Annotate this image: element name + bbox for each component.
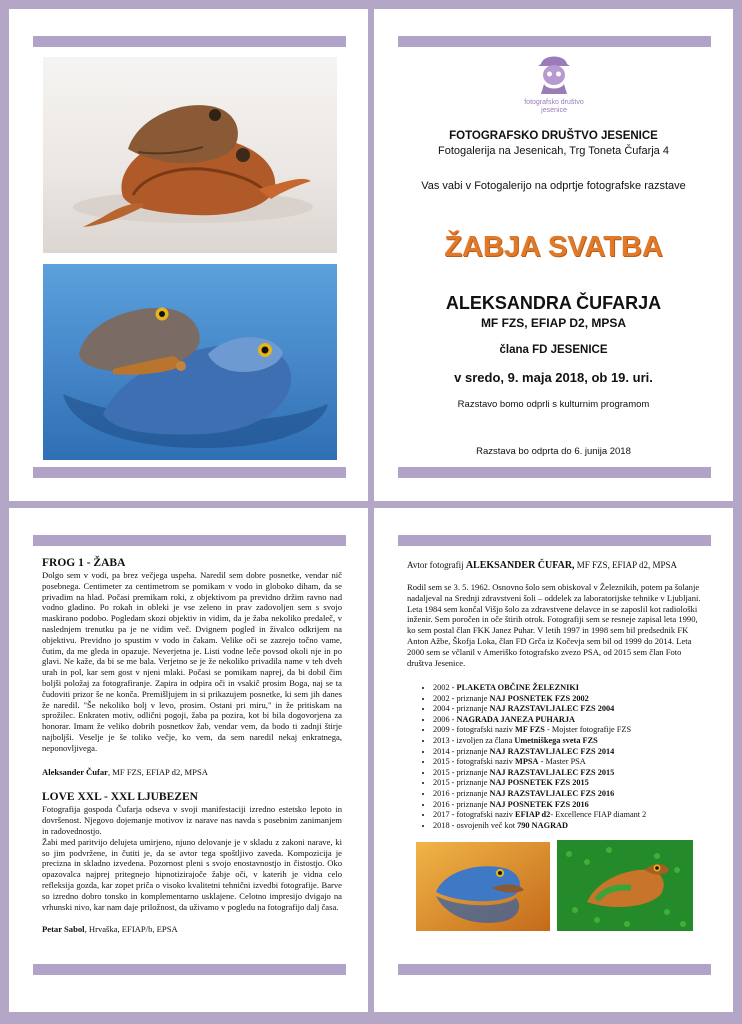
opening-date: v sredo, 9. maja 2018, ob 19. uri. — [454, 370, 653, 385]
award-year-text: 2013 - izvoljen za člana — [433, 735, 515, 745]
top-divider-bar — [33, 535, 346, 546]
award-year-text: 2015 - fotografski naziv — [433, 757, 516, 767]
award-year-text: 2015 - priznanje — [433, 767, 490, 777]
award-item — [433, 715, 707, 726]
award-year-text: 2017 - fotografski naziv — [433, 810, 516, 820]
author-membership: člana FD JESENICE — [499, 344, 608, 356]
award-year-text: 2004 - priznanje — [433, 704, 490, 714]
award-name: NAGRADA JANEZA PUHARJA — [456, 714, 575, 724]
award-name: MF FZS — [515, 725, 545, 735]
award-name: NAJ POSNETEK FZS 2016 — [489, 799, 589, 809]
bottom-divider-bar — [398, 467, 711, 478]
award-name: NAJ RAZSTAVLJALEC FZS 2015 — [489, 767, 615, 777]
award-item — [433, 747, 707, 758]
top-divider-bar — [33, 36, 346, 47]
author-heading-titles: MF FZS, EFIAP d2, MPSA — [574, 560, 677, 570]
author-name: ALEKSANDRA ČUFARJA — [445, 293, 662, 313]
award-item — [433, 683, 707, 694]
award-year-text: 2014 - priznanje — [433, 746, 490, 756]
essay1-signature-titles: , MF FZS, EFIAP d2, MPSA — [107, 766, 208, 777]
award-year-text: 2016 - priznanje — [433, 788, 490, 798]
award-item — [433, 800, 707, 811]
award-item — [433, 736, 707, 747]
award-year-text: 2016 - priznanje — [433, 799, 490, 809]
author-heading — [407, 559, 717, 572]
award-item — [433, 757, 707, 768]
essay1-signature-name: Aleksander Čufar — [42, 766, 108, 777]
bottom-divider-bar — [33, 467, 346, 478]
author-titles: MF FZS, EFIAP D2, MPSA — [480, 316, 627, 330]
award-item — [433, 694, 707, 705]
awards-list — [407, 683, 707, 831]
club-address: Fotogalerija na Jesenicah, Trg Toneta Čufarja 4 — [438, 145, 669, 157]
awards-list-wrap — [407, 683, 707, 831]
essay1-title: FROG 1 - ŽABA — [42, 557, 126, 569]
top-divider-bar — [398, 535, 711, 546]
essays-column — [42, 557, 342, 935]
award-name: PLAKETA OBČINE ŽELEZNIKI — [456, 683, 580, 692]
award-year-text: 2002 - — [433, 683, 457, 692]
bottom-divider-bar — [33, 964, 346, 975]
club-logo — [499, 50, 609, 115]
logo-text-line2: jesenice — [541, 107, 567, 114]
blue-frogs-photo — [43, 264, 337, 460]
photographer-hat-icon — [537, 50, 571, 99]
award-year-text: 2009 - fotografski naziv — [433, 725, 516, 735]
cover-text-panel — [374, 9, 733, 501]
essay-panel — [9, 508, 368, 1012]
award-name: NAJ POSNETEK FZS 2002 — [489, 693, 589, 703]
essay1-body: Dolgo sem v vodi, pa brez večjega uspeha. Naredil sem dobre posnetke, vendar nič posebnega. Centimeter za centimetrom se pomikam v vodo in globoko diham, da se privadim na hlad. Počasi premikam roki, z objektivom pa previdno držim ravno nad vodno gladino. Po rokah in obleki je vse zeleno in prav zadovoljen sem s svojo maskirano podobo. Pogledam skozi objektiv in vidim, da je žaba nekoliko predaleč, v naslednjem trenutku pa je ne vidim več. Dvignem pogled in živalco odkrijem na objektivu. Previdno jo spustim v vodo in čakam. Velike oči se zazrejo točno vame, čutim, da me gleda in opazuje. Neverjetna je. Listi vodne leče povsod okoli nje in po glavi. Ne kaže, da bi se me bala. Verjetno se je že nekoliko privadila name v teh dveh urah in pol, kar sem gost v njeni mlaki. Počasi se pomikam naprej, da bi dobil čim boljši položaj za fotografiranje. Zapira in odpira oči in vsakič prosim Boga, naj se ta čudoviti prizor še ne konča. Premišljujem in si prikazujem posnetke, ki sem jih danes že naredil. "Še nekoliko bolj v levo, prosim. Ostani pri miru," in že pritiskam na sprožilec. Enkraten motiv, odlični pogoji, žaba pa pozira, kot bi bila dogovorjena za honorar. Imam že veliko dobrih posnetkov žab, vendar vem, da bodo ti zadnji štirje najboljši. Veselje je še toliko večje, ko vem, da sem naredil nekaj enkratnega, neponovljivega. — [42, 570, 342, 753]
award-suffix: - Excellence FIAP diamant 2 — [550, 810, 647, 820]
blue-frog-reflection-photo — [416, 842, 550, 931]
author-biography: Rodil sem se 3. 5. 1962. Osnovno šolo sem obiskoval v Železnikih, potem pa šolanje nadaljeval na Srednji zdravstveni šoli – oddelek za laboratorijske tehnike v Ljubljani. Leta 1984 sem končal Višjo šolo za zdravstvene delavce in se zaposlil kot radiološki inženir. Sem poročen in oče štirih otrok. Fotografiji sem se resneje zapisal leta 1990, ko sem postal član FKK Janez Puhar. V letih 1997 in 1998 sem bil predsednik FK Anton Ažbe, Škofja Loka, član FD Grča iz Kočevja sem bil od 1999 do 2014. Leta 2000 sem se včlanil v Ameriško fotografsko zvezo PSA, od 2015 sem član Foto društva Jesenice. — [407, 582, 701, 668]
award-name: 790 NAGRAD — [517, 820, 569, 830]
award-suffix: - Master PSA — [538, 757, 586, 767]
award-name: NAJ RAZSTAVLJALEC FZS 2014 — [489, 746, 615, 756]
award-year-text: 2015 - priznanje — [433, 778, 490, 788]
award-item — [433, 768, 707, 779]
award-name: NAJ RAZSTAVLJALEC FZS 2004 — [489, 704, 615, 714]
essay2-title: LOVE XXL - XXL LJUBEZEN — [42, 791, 198, 804]
club-name: FOTOGRAFSKO DRUŠTVO JESENICE — [449, 130, 658, 142]
award-item — [433, 789, 707, 800]
award-year-text: 2018 - osvojenih več kot — [433, 820, 518, 830]
cultural-program-note: Razstavo bomo odprli s kulturnim programom — [457, 399, 650, 410]
award-name: Umetniškega sveta FZS — [514, 735, 598, 745]
award-item — [433, 725, 707, 736]
exhibition-title: ŽABJA SVATBA — [444, 231, 663, 263]
award-name: NAJ POSNETEK FZS 2015 — [489, 778, 589, 788]
essay2-signature-titles: , Hrvaška, EFIAP/b, EPSA — [84, 924, 178, 935]
bottom-divider-bar — [398, 964, 711, 975]
award-name: EFIAP d2 — [515, 810, 551, 820]
essay1-signature — [42, 767, 342, 778]
award-item — [433, 778, 707, 789]
award-name: NAJ RAZSTAVLJALEC FZS 2016 — [489, 788, 615, 798]
brown-frogs-photo — [43, 57, 337, 253]
invitation-text: Vas vabi v Fotogalerijo na odprtje fotografske razstave — [421, 180, 686, 192]
essay2-body-intro: Fotografija gospoda Čufarja odseva v svoji manifestaciji izredno estetsko lepoto in dovršenost. Njegovo dojemanje motivov iz narave nas navda s posebnim zanimanjem in radovednostjo. — [42, 804, 342, 836]
essay2-signature — [42, 924, 342, 935]
author-heading-name: ALEKSANDER ČUFAR, — [465, 560, 575, 571]
award-year-text: 2002 - priznanje — [433, 693, 490, 703]
award-year-text: 2006 - — [433, 714, 457, 724]
award-item — [433, 810, 707, 821]
award-name: MPSA — [515, 757, 539, 767]
author-heading-prefix: Avtor fotografij — [407, 560, 466, 570]
award-suffix: - Mojster fotografije FZS — [544, 725, 632, 735]
logo-text-line1: fotografsko društvo — [524, 99, 584, 106]
award-item — [433, 821, 707, 832]
biography-panel — [374, 508, 733, 1012]
top-divider-bar — [398, 36, 711, 47]
essay2-body-main: Žabi med paritvijo delujeta umirjeno, njuno delovanje je v skladu z zakoni narave, ki so jim podvržene, in čutiti je, da se avtor tega spoštljivo zaveda. Kompozicija je precizna in skladno izvedena. Pozornost pleni s svojo enostavnostjo in čistostjo. Oko opazovalca najprej pritegnejo hipnotizirajoče žabje oči, v katerih je vidna celo refleksija gozda, kar zopet priča o visoko kvalitetni tehnični izvedbi fotografije. Barve so izredno dobro tonsko in komplementarno usklajene. Celotno impresijo dvigajo na vrhunski nivo, kar nam daje priložnost, da uživamo v pogledu na fotografijo dalj časa. — [42, 836, 342, 912]
frog-in-duckweed-photo — [557, 840, 693, 931]
cover-photos-panel — [9, 9, 368, 501]
award-item — [433, 704, 707, 715]
essay2-signature-name: Petar Sabol — [42, 924, 85, 935]
exhibition-closing-date: Razstava bo odprta do 6. junija 2018 — [476, 446, 631, 457]
